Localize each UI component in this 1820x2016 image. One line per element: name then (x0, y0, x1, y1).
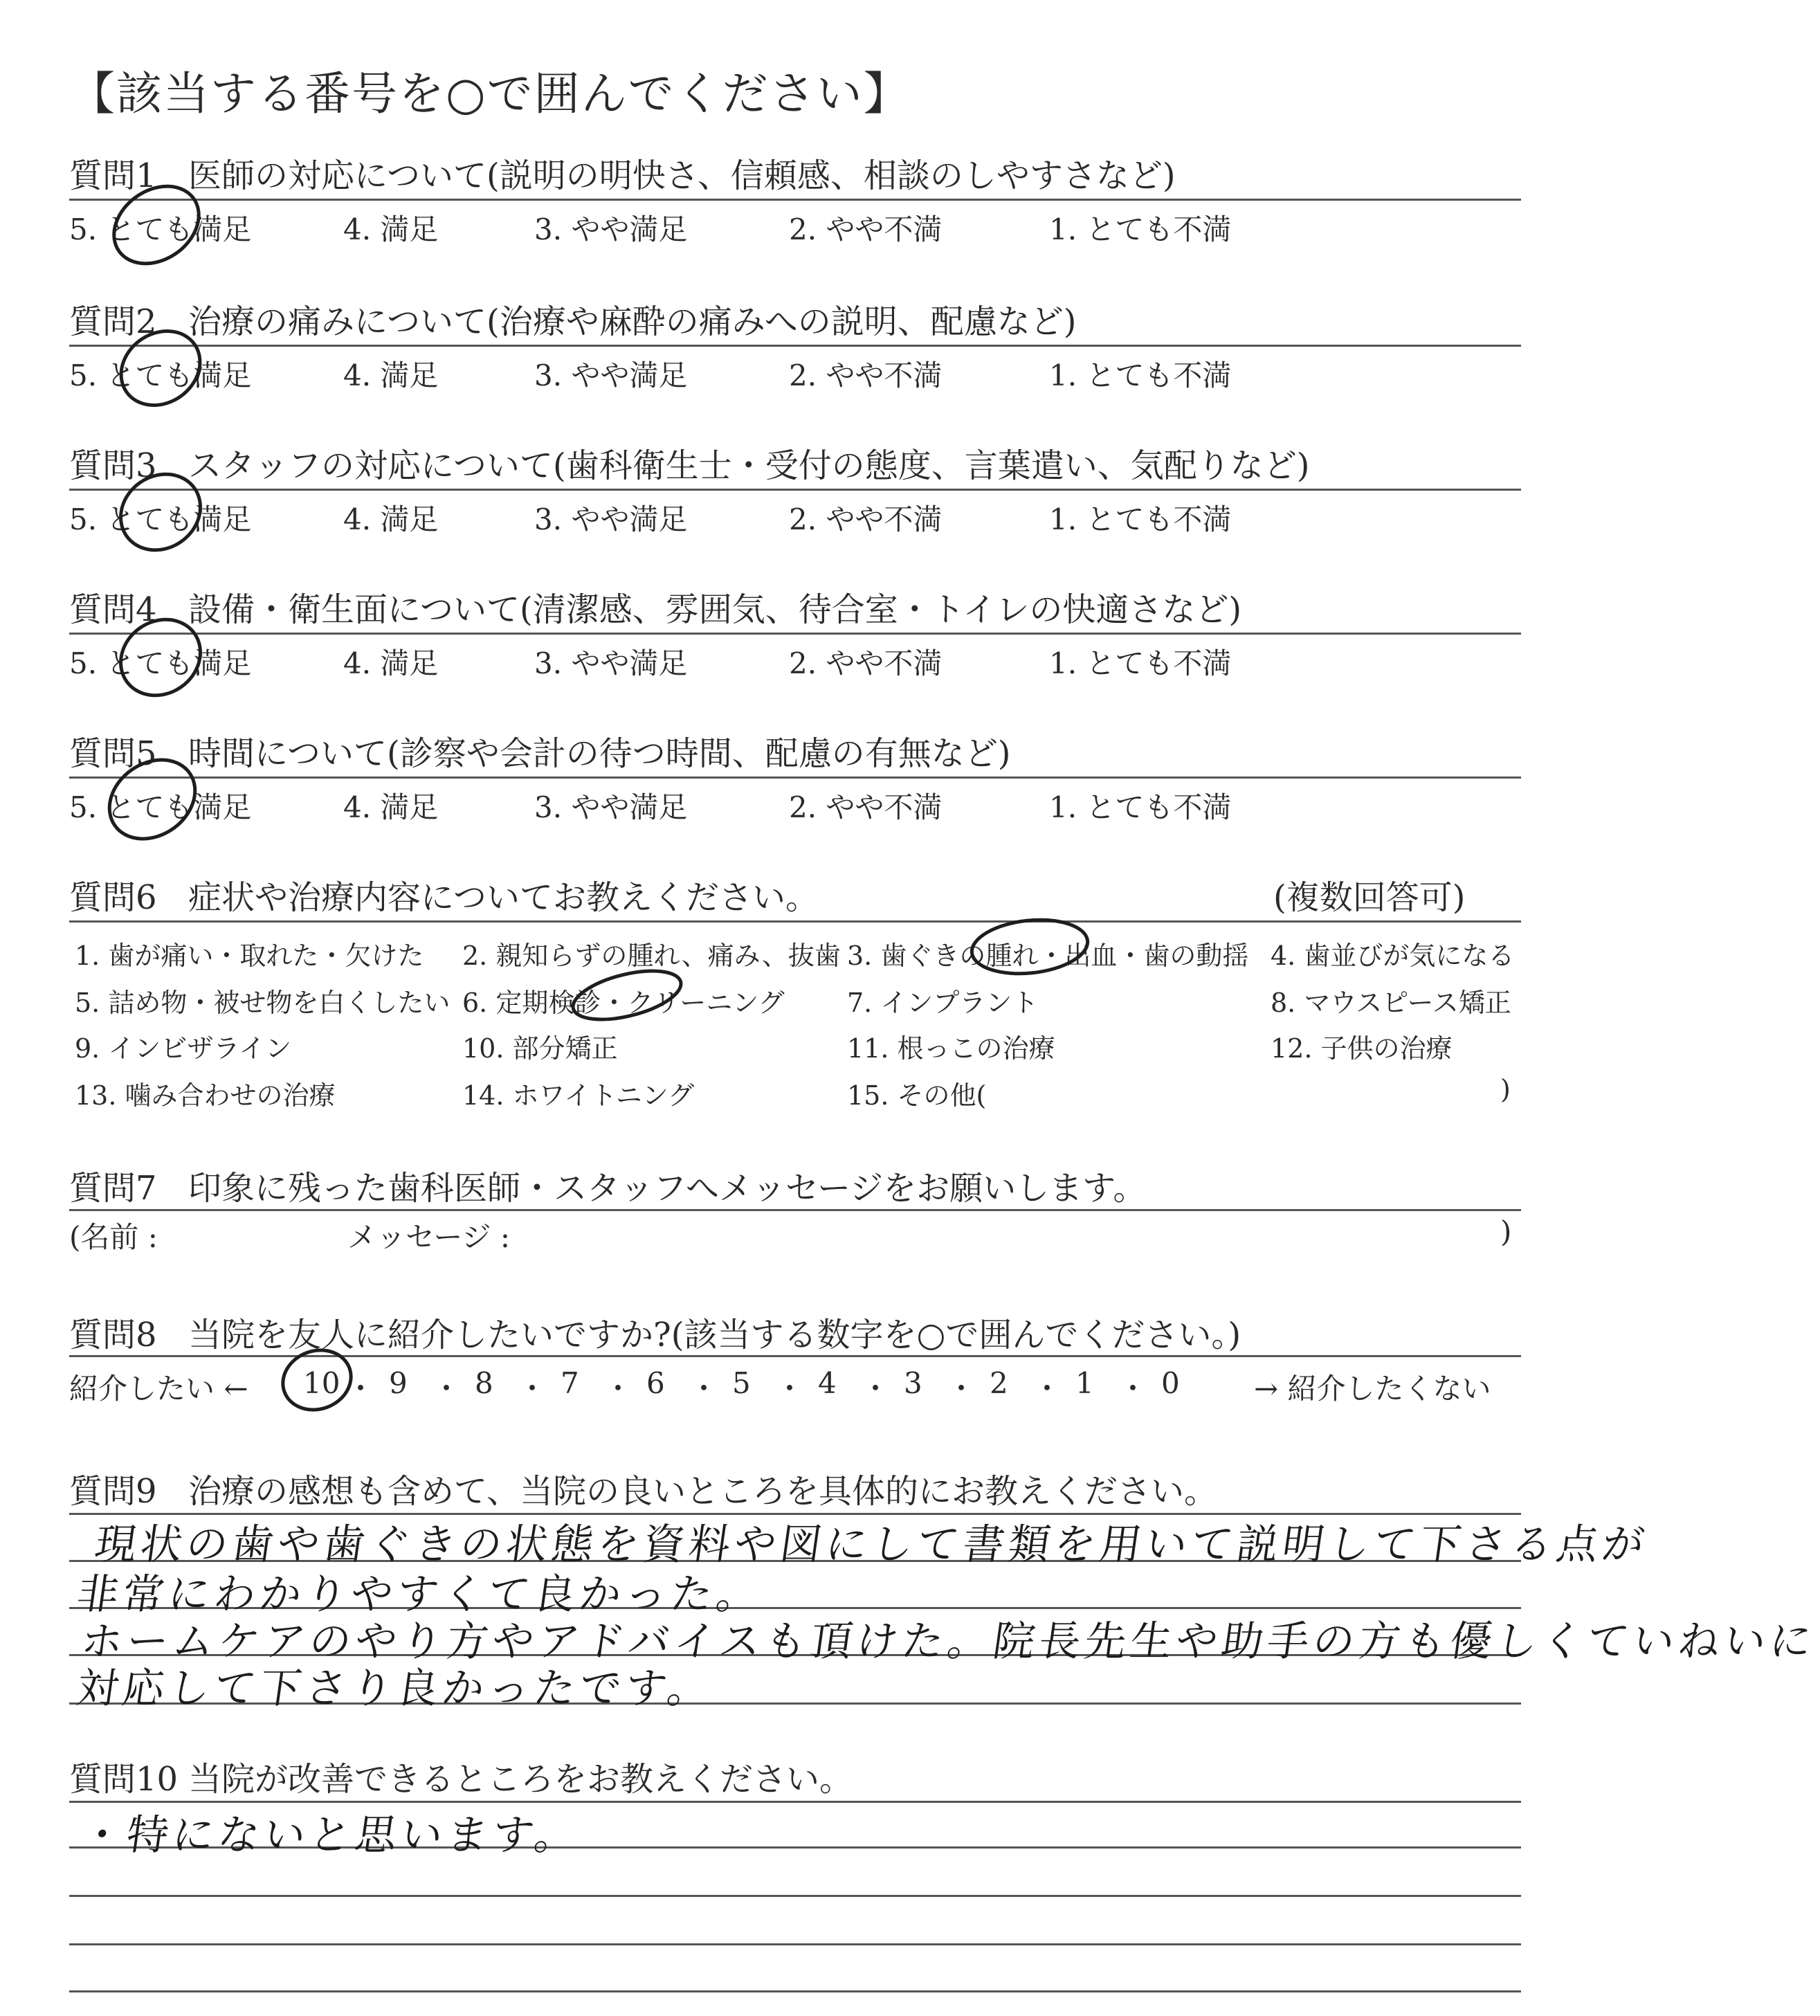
question-5 (69, 727, 1011, 774)
question-number: 質問9 (69, 1472, 157, 1511)
question-text: 当院を友人に紹介したいですか?(該当する数字を○で囲んでください。) (188, 1316, 1241, 1354)
question-number: 質問3 (69, 446, 157, 485)
question-8 (69, 1308, 1241, 1356)
page-title: 【該当する番号を○で囲んでください】 (69, 67, 911, 120)
question-text: スタッフの対応について(歯科衛生士・受付の態度、言葉遣い、気配りなど) (188, 446, 1310, 485)
scale-value[interactable]: 3 (904, 1366, 922, 1400)
symptom-option[interactable]: 14. ホワイトニング (462, 1080, 695, 1111)
recommend-label: 紹介したい ← (69, 1372, 248, 1406)
divider (69, 345, 1521, 347)
question-number: 質問6 (69, 878, 157, 917)
scale-separator-dot: ・ (861, 1372, 891, 1406)
symptom-option[interactable]: 2. 親知らずの腫れ、痛み、抜歯 (462, 941, 841, 971)
question-text: 設備・衛生面について(清潔感、雰囲気、待合室・トイレの快適さなど) (188, 590, 1242, 629)
symptom-option[interactable]: 8. マウスピース矯正 (1271, 988, 1511, 1018)
name-label: (名前 : (69, 1220, 158, 1254)
question-9 (69, 1464, 1217, 1512)
divider (69, 1355, 1521, 1357)
rating-option[interactable]: 1. とても不満 (1049, 212, 1232, 246)
rating-option[interactable]: 3. やや満足 (534, 212, 688, 246)
rating-option[interactable]: 2. やや不満 (789, 646, 943, 680)
scale-value[interactable]: 10 (303, 1366, 340, 1400)
handwritten-answer-line: 現状の歯や歯ぐきの状態を資料や図にして書類を用いて説明して下さる点が (91, 1520, 1652, 1569)
question-number: 質問10 (69, 1760, 179, 1799)
question-4 (69, 583, 1241, 630)
rating-option[interactable]: 1. とても不満 (1049, 358, 1232, 392)
scale-separator-dot: ・ (432, 1372, 462, 1406)
divider (69, 489, 1521, 491)
symptom-option[interactable]: 13. 噛み合わせの治療 (75, 1080, 336, 1111)
symptom-option[interactable]: 6. 定期検診・クリーニング (462, 988, 785, 1018)
question-10 (69, 1752, 853, 1800)
question-2 (69, 295, 1077, 343)
not-recommend-label: → 紹介したくない (1254, 1372, 1491, 1406)
symptom-option[interactable]: 10. 部分矯正 (462, 1033, 618, 1064)
symptom-option[interactable]: 11. 根っこの治療 (847, 1033, 1055, 1064)
rating-option[interactable]: 5. とても満足 (69, 212, 252, 246)
rating-option[interactable]: 3. やや満足 (534, 790, 688, 824)
symptom-option[interactable]: 12. 子供の治療 (1271, 1033, 1453, 1064)
rating-option[interactable]: 2. やや不満 (789, 790, 943, 824)
scale-separator-dot: ・ (1032, 1372, 1062, 1406)
question-text: 当院が改善できるところをお教えください。 (188, 1760, 853, 1799)
question-number: 質問7 (69, 1169, 157, 1208)
scale-value[interactable]: 7 (561, 1366, 579, 1400)
scale-separator-dot: ・ (947, 1372, 976, 1406)
divider (69, 199, 1521, 201)
other-close-paren: ) (1500, 1074, 1511, 1105)
question-text: 症状や治療内容についてお教えください。 (188, 878, 819, 917)
question-number: 質問2 (69, 302, 157, 341)
question-3 (69, 439, 1310, 487)
question-number: 質問8 (69, 1316, 157, 1354)
rating-option[interactable]: 5. とても満足 (69, 790, 252, 824)
divider (69, 1209, 1521, 1211)
symptom-option[interactable]: 4. 歯並びが気になる (1271, 941, 1515, 971)
scale-value[interactable]: 5 (732, 1366, 751, 1400)
rating-option[interactable]: 5. とても満足 (69, 646, 252, 680)
scale-value[interactable]: 1 (1075, 1366, 1094, 1400)
rating-option[interactable]: 3. やや満足 (534, 646, 688, 680)
question-7 (69, 1161, 1146, 1209)
symptom-option[interactable]: 5. 詰め物・被せ物を白くしたい (75, 988, 451, 1018)
rating-option[interactable]: 2. やや不満 (789, 212, 943, 246)
rating-option[interactable]: 4. 満足 (343, 646, 439, 680)
rating-option[interactable]: 4. 満足 (343, 358, 439, 392)
rating-option[interactable]: 2. やや不満 (789, 502, 943, 536)
multiple-answer-note: (複数回答可) (1273, 878, 1466, 917)
scale-separator-dot: ・ (775, 1372, 805, 1406)
scale-value[interactable]: 4 (818, 1366, 837, 1400)
symptom-option[interactable]: 1. 歯が痛い・取れた・欠けた (75, 941, 424, 971)
handwritten-answer-line: ホームケアのやり方やアドバイスも頂けた。院長先生や助手の方も優しくていねいに (78, 1617, 1819, 1666)
divider (69, 777, 1521, 779)
rating-option[interactable]: 3. やや満足 (534, 502, 688, 536)
symptom-option[interactable]: 3. 歯ぐきの腫れ・出血・歯の動揺 (847, 941, 1249, 971)
rating-option[interactable]: 5. とても満足 (69, 358, 252, 392)
answer-line (69, 1943, 1521, 1945)
rating-option[interactable]: 1. とても不満 (1049, 646, 1232, 680)
question-text: 治療の感想も含めて、当院の良いところを具体的にお教えください。 (188, 1472, 1218, 1511)
answer-line (69, 1895, 1521, 1897)
question-number: 質問1 (69, 156, 157, 195)
symptom-option[interactable]: 7. インプラント (847, 988, 1039, 1018)
answer-line (69, 1990, 1521, 1992)
question-1 (69, 149, 1176, 197)
question-text: 時間について(診察や会計の待つ時間、配慮の有無など) (188, 734, 1011, 773)
question-number: 質問4 (69, 590, 157, 629)
close-paren: ) (1500, 1215, 1512, 1248)
scale-separator-dot: ・ (689, 1372, 719, 1406)
question-text: 治療の痛みについて(治療や麻酔の痛みへの説明、配慮など) (188, 302, 1077, 341)
scale-value[interactable]: 8 (475, 1366, 493, 1400)
question-6 (69, 871, 819, 918)
scale-value[interactable]: 6 (646, 1366, 665, 1400)
scale-value[interactable]: 0 (1161, 1366, 1180, 1400)
scale-separator-dot: ・ (603, 1372, 633, 1406)
rating-option[interactable]: 4. 満足 (343, 790, 439, 824)
rating-option[interactable]: 1. とても不満 (1049, 790, 1232, 824)
rating-option[interactable]: 4. 満足 (343, 502, 439, 536)
question-text: 印象に残った歯科医師・スタッフへメッセージをお願いします。 (188, 1169, 1147, 1208)
rating-option[interactable]: 5. とても満足 (69, 502, 252, 536)
scale-separator-dot: ・ (518, 1372, 547, 1406)
scale-separator-dot: ・ (346, 1372, 376, 1406)
question-number: 質問5 (69, 734, 157, 773)
handwritten-answer-line: 対応して下さり良かったです。 (73, 1664, 717, 1713)
divider (69, 633, 1521, 635)
symptom-option[interactable]: 15. その他( (847, 1080, 987, 1111)
rating-option[interactable]: 1. とても不満 (1049, 502, 1232, 536)
handwritten-answer-line: ・特にないと思います。 (78, 1811, 584, 1860)
divider (69, 920, 1521, 923)
rating-option[interactable]: 3. やや満足 (534, 358, 688, 392)
handwritten-answer-line: 非常にわかりやすくて良かった。 (73, 1570, 766, 1619)
rating-option[interactable]: 4. 満足 (343, 212, 439, 246)
rating-option[interactable]: 2. やや不満 (789, 358, 943, 392)
message-label: メッセージ : (347, 1220, 510, 1254)
scale-separator-dot: ・ (1118, 1372, 1148, 1406)
scale-value[interactable]: 2 (990, 1366, 1008, 1400)
scale-value[interactable]: 9 (389, 1366, 408, 1400)
question-text: 医師の対応について(説明の明快さ、信頼感、相談のしやすさなど) (188, 156, 1176, 195)
symptom-option[interactable]: 9. インビザライン (75, 1033, 292, 1064)
